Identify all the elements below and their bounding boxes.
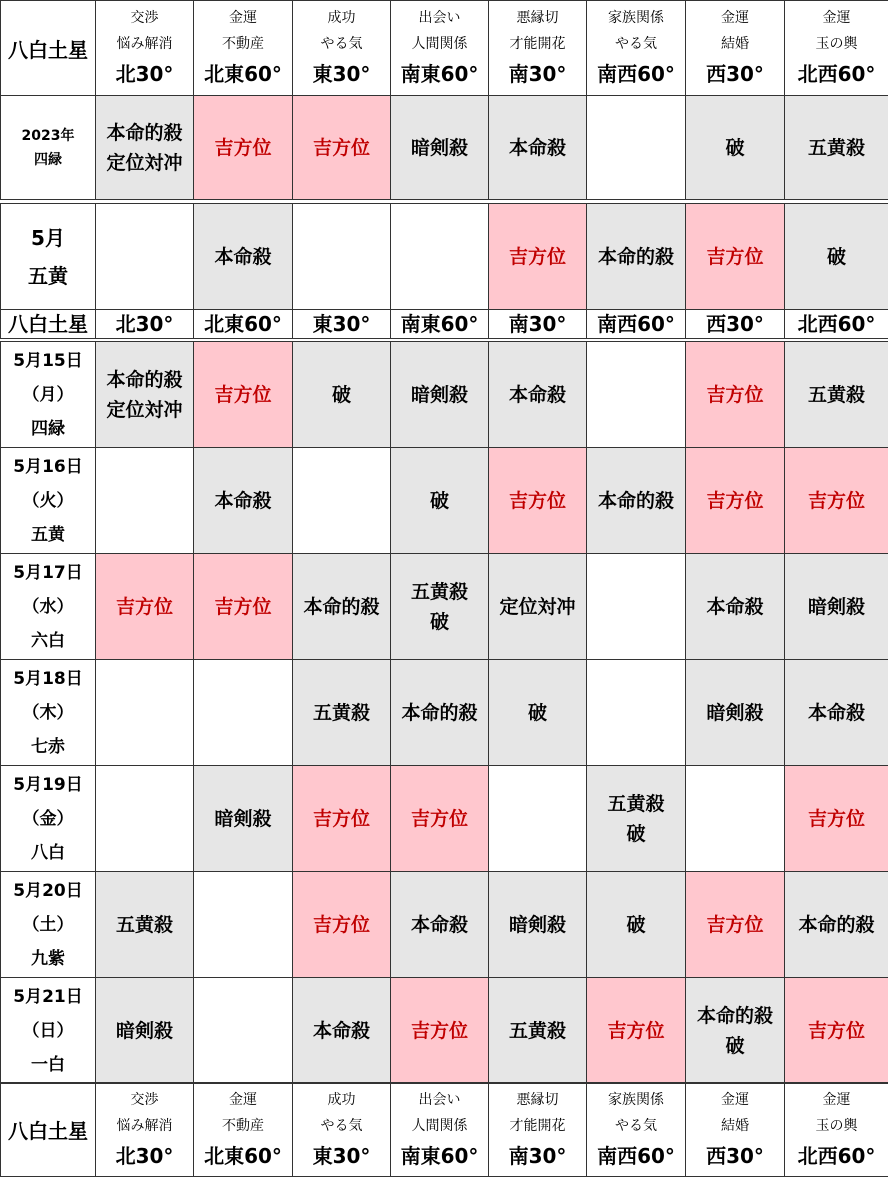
direction-mark: 破 [725,1034,745,1057]
day-label [1,660,96,766]
day-cell-8 [785,978,888,1084]
direction-mark: 吉方位 [312,913,370,936]
month-direction-7: 西30° [686,310,785,339]
day-date: 5月19日 [13,774,83,795]
month-cell-4 [391,204,489,310]
day-label [1,872,96,978]
year-cell-4 [391,96,489,200]
month-cell-6 [587,204,686,310]
day-cell-8 [785,660,888,766]
day-cell-7 [686,978,785,1084]
star-label-bottom: 八白土星 [1,1083,96,1177]
direction-header-7 [686,1,785,96]
direction-header-2-bottom [194,1083,293,1177]
direction-mark: 吉方位 [807,489,865,512]
day-cell-3 [293,554,391,660]
column-purpose-2: 不動産 [222,36,264,52]
column-purpose-2: 結婚 [721,1117,749,1134]
column-purpose-1: 家族関係 [608,10,664,26]
direction-mark: 五黄殺 [508,1019,566,1042]
day-cell-4 [391,872,489,978]
day-cell-3 [293,342,391,448]
direction-mark: 定位対冲 [106,151,183,174]
column-purpose-1: 成功 [327,10,356,26]
day-star: 七赤 [31,736,65,757]
day-cell-7 [686,872,785,978]
direction-mark: 本命殺 [214,245,272,268]
day-cell-1 [96,766,194,872]
day-row [1,660,888,766]
direction-mark: 五黄殺 [807,383,865,406]
column-purpose-1: 金運 [229,10,257,26]
direction-mark: 破 [429,489,449,512]
direction-header-6 [587,1,686,96]
month-direction-4: 南東60° [391,310,489,339]
day-cell-8 [785,448,888,554]
direction-mark: 吉方位 [115,595,173,618]
direction-mark: 破 [527,701,547,724]
day-cell-1 [96,448,194,554]
day-cell-1 [96,554,194,660]
daily-table [0,341,888,1084]
direction-mark: 暗剣殺 [706,701,764,724]
day-label [1,766,96,872]
day-cell-7 [686,766,785,872]
direction-mark: 暗剣殺 [807,595,865,618]
column-purpose-1: 出会い [418,10,461,26]
column-purpose-2: 結婚 [721,36,749,52]
column-purpose-1: 出会い [418,1091,461,1108]
day-cell-6 [587,448,686,554]
day-cell-6 [587,554,686,660]
day-weekday: （日） [22,1020,74,1041]
direction-mark: 吉方位 [214,595,272,618]
day-weekday: （水） [22,596,74,617]
day-cell-4 [391,554,489,660]
day-star: 六白 [31,630,65,651]
day-cell-7 [686,554,785,660]
column-purpose-2: 玉の輿 [815,1117,858,1134]
day-cell-2 [194,978,293,1084]
column-direction: 南30° [508,62,567,86]
column-purpose-2: 才能開花 [509,36,566,52]
month-direction-6: 南西60° [587,310,686,339]
direction-mark: 吉方位 [706,913,764,936]
day-row [1,766,888,872]
column-direction: 北30° [115,1143,174,1168]
direction-mark: 定位対冲 [499,595,576,618]
direction-header-3 [293,1,391,96]
direction-header-5 [489,1,587,96]
direction-header-8-bottom [785,1083,888,1177]
day-star: 五黄 [31,524,65,545]
month-cell-7 [686,204,785,310]
month-cell-1 [96,204,194,310]
month-direction-5: 南30° [489,310,587,339]
column-purpose-1: 交渉 [130,1091,159,1108]
year-row [1,96,888,200]
direction-mark: 本命的殺 [597,245,674,268]
direction-mark: 吉方位 [214,136,272,159]
month-label-line: 五黄 [28,263,68,288]
direction-header-4 [391,1,489,96]
day-date: 5月20日 [13,880,83,901]
month-row [1,204,888,310]
direction-header-3-bottom [293,1083,391,1177]
bottom-header-table [0,1082,888,1177]
day-row [1,342,888,448]
top-header-table [0,0,888,96]
direction-header-6-bottom [587,1083,686,1177]
day-cell-3 [293,448,391,554]
day-cell-4 [391,978,489,1084]
month-cell-2 [194,204,293,310]
day-cell-4 [391,660,489,766]
direction-mark: 吉方位 [807,1019,865,1042]
direction-mark: 本命殺 [706,595,764,618]
direction-mark: 本命的殺 [696,1004,773,1027]
day-cell-5 [489,342,587,448]
month-cell-5 [489,204,587,310]
day-cell-5 [489,872,587,978]
direction-mark: 本命的殺 [106,121,183,144]
day-cell-3 [293,978,391,1084]
day-cell-4 [391,448,489,554]
day-cell-4 [391,766,489,872]
direction-mark: 吉方位 [214,383,272,406]
day-cell-1 [96,660,194,766]
day-cell-6 [587,872,686,978]
day-row [1,872,888,978]
direction-mark: 定位対冲 [106,398,183,421]
year-cell-6 [587,96,686,200]
column-purpose-1: 金運 [721,1091,749,1108]
column-direction: 南西60° [597,62,675,86]
column-direction: 西30° [706,1143,764,1168]
month-direction-row [1,310,888,339]
column-purpose-1: 金運 [229,1091,257,1108]
column-direction: 東30° [312,1143,371,1168]
day-date: 5月18日 [13,668,83,689]
month-table [0,203,888,339]
direction-mark: 本命殺 [508,383,566,406]
column-purpose-2: やる気 [320,36,363,52]
day-cell-5 [489,978,587,1084]
year-cell-3 [293,96,391,200]
direction-header-7-bottom [686,1083,785,1177]
month-label-line: 5月 [31,225,65,250]
month-direction-3: 東30° [293,310,391,339]
direction-mark: 破 [626,822,646,845]
direction-mark: 本命殺 [508,136,566,159]
day-cell-3 [293,660,391,766]
column-purpose-2: やる気 [615,36,657,52]
day-cell-8 [785,872,888,978]
day-weekday: （火） [22,490,74,511]
day-weekday: （土） [22,914,74,935]
header-row-bottom [1,1083,888,1177]
direction-mark: 本命的殺 [798,913,875,936]
day-star: 四緑 [31,418,65,439]
day-label [1,554,96,660]
direction-mark: 破 [626,913,646,936]
direction-mark: 本命殺 [807,701,865,724]
direction-header-1 [96,1,194,96]
day-cell-8 [785,342,888,448]
direction-mark: 破 [725,136,745,159]
day-cell-2 [194,872,293,978]
column-direction: 西30° [706,62,764,86]
direction-mark: 暗剣殺 [508,913,566,936]
day-date: 5月17日 [13,562,83,583]
direction-mark: 吉方位 [706,489,764,512]
direction-mark: 五黄殺 [312,701,370,724]
year-label [1,96,96,200]
direction-mark: 吉方位 [807,807,865,830]
day-star: 九紫 [31,948,65,969]
direction-mark: 本命殺 [312,1019,370,1042]
column-purpose-2: やる気 [615,1117,657,1134]
year-cell-1 [96,96,194,200]
day-cell-7 [686,342,785,448]
day-cell-1 [96,872,194,978]
direction-mark: 本命殺 [214,489,272,512]
direction-mark: 暗剣殺 [410,383,468,406]
column-purpose-2: 悩み解消 [116,36,173,52]
column-purpose-1: 悪縁切 [516,1091,559,1108]
day-cell-5 [489,660,587,766]
column-purpose-2: 玉の輿 [815,36,858,52]
day-cell-4 [391,342,489,448]
year-cell-8 [785,96,888,200]
day-cell-7 [686,660,785,766]
direction-mark: 五黄殺 [807,136,865,159]
day-date: 5月15日 [13,350,83,371]
day-cell-6 [587,766,686,872]
day-cell-2 [194,766,293,872]
direction-mark: 吉方位 [410,807,468,830]
column-purpose-1: 成功 [327,1091,356,1108]
year-cell-5 [489,96,587,200]
column-purpose-2: 人間関係 [411,1117,468,1134]
column-purpose-1: 金運 [822,10,851,26]
year-cell-2 [194,96,293,200]
day-weekday: （月） [22,384,74,405]
column-direction: 南東60° [400,1143,479,1168]
direction-mark: 吉方位 [607,1019,665,1042]
column-purpose-1: 家族関係 [608,1091,664,1108]
day-date: 5月21日 [13,986,83,1007]
year-label-line: 四緑 [34,151,62,168]
day-weekday: （金） [22,808,74,829]
direction-mark: 五黄殺 [607,792,665,815]
direction-mark: 本命的殺 [597,489,674,512]
day-label [1,342,96,448]
day-cell-2 [194,448,293,554]
direction-mark: 吉方位 [706,383,764,406]
direction-mark: 吉方位 [410,1019,468,1042]
direction-mark: 本命的殺 [303,595,380,618]
direction-mark: 暗剣殺 [115,1019,173,1042]
day-label [1,978,96,1084]
column-direction: 北西60° [797,1143,876,1168]
direction-mark: 暗剣殺 [410,136,468,159]
direction-mark: 本命殺 [410,913,468,936]
direction-mark: 破 [429,610,449,633]
direction-mark: 破 [826,245,846,268]
month-cell-3 [293,204,391,310]
direction-mark: 本命的殺 [401,701,478,724]
month-direction-2: 北東60° [194,310,293,339]
year-label-line: 2023年 [21,127,75,144]
day-row [1,554,888,660]
month-cell-8 [785,204,888,310]
direction-mark: 吉方位 [312,136,370,159]
day-cell-3 [293,872,391,978]
column-purpose-2: 悩み解消 [116,1117,173,1134]
column-purpose-2: やる気 [320,1117,363,1134]
column-purpose-1: 金運 [721,10,749,26]
day-cell-6 [587,342,686,448]
column-direction: 北30° [115,62,174,86]
day-cell-6 [587,660,686,766]
column-purpose-2: 才能開花 [509,1117,566,1134]
direction-mark: 吉方位 [508,245,566,268]
day-cell-6 [587,978,686,1084]
month-direction-1: 北30° [96,310,194,339]
direction-header-4-bottom [391,1083,489,1177]
column-direction: 南西60° [597,1143,675,1168]
column-purpose-2: 人間関係 [411,36,468,52]
day-cell-8 [785,554,888,660]
column-direction: 北東60° [204,1143,282,1168]
day-cell-7 [686,448,785,554]
day-cell-3 [293,766,391,872]
day-star: 一白 [31,1054,65,1075]
day-cell-2 [194,342,293,448]
column-purpose-1: 悪縁切 [516,10,559,26]
day-cell-2 [194,554,293,660]
day-row [1,448,888,554]
direction-mark: 本命的殺 [106,368,183,391]
direction-mark: 破 [331,383,351,406]
direction-header-5-bottom [489,1083,587,1177]
column-direction: 南30° [508,1143,567,1168]
header-row [1,1,888,96]
direction-mark: 五黄殺 [410,580,468,603]
direction-mark: 五黄殺 [115,913,173,936]
column-direction: 南東60° [400,62,479,86]
direction-mark: 吉方位 [508,489,566,512]
day-cell-2 [194,660,293,766]
day-cell-5 [489,554,587,660]
direction-header-8 [785,1,888,96]
day-cell-1 [96,978,194,1084]
direction-mark: 暗剣殺 [214,807,272,830]
day-label [1,448,96,554]
column-purpose-1: 交渉 [130,10,159,26]
month-direction-8: 北西60° [785,310,888,339]
day-cell-1 [96,342,194,448]
day-cell-8 [785,766,888,872]
day-date: 5月16日 [13,456,83,477]
direction-mark: 吉方位 [706,245,764,268]
day-row [1,978,888,1084]
column-purpose-2: 不動産 [222,1117,264,1134]
direction-header-1-bottom [96,1083,194,1177]
column-direction: 東30° [312,62,371,86]
year-cell-7 [686,96,785,200]
star-label: 八白土星 [1,1,96,96]
day-cell-5 [489,766,587,872]
column-purpose-1: 金運 [822,1091,851,1108]
month-label [1,204,96,310]
column-direction: 北西60° [797,62,876,86]
column-direction: 北東60° [204,62,282,86]
direction-mark: 吉方位 [312,807,370,830]
direction-header-2 [194,1,293,96]
day-cell-5 [489,448,587,554]
year-table [0,95,888,200]
day-weekday: （木） [22,702,74,723]
day-star: 八白 [31,842,65,863]
star-label-month: 八白土星 [1,310,96,339]
